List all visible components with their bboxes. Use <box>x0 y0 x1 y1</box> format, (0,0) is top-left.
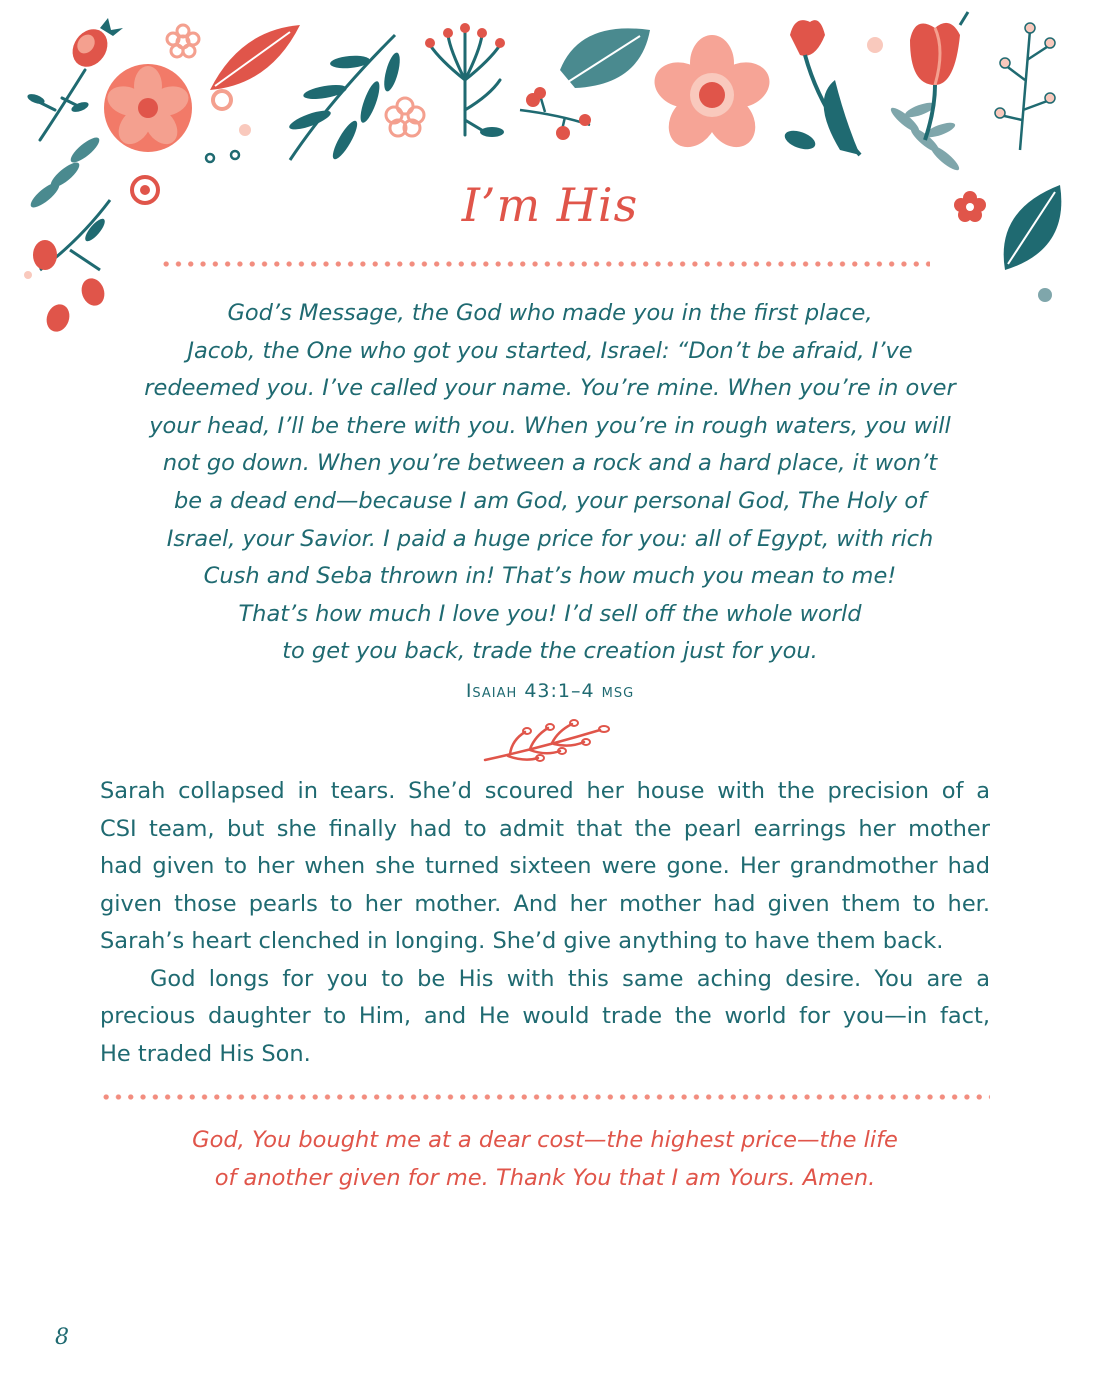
verse-line: Israel, your Savior. I paid a huge price for you: all of Egypt, with rich <box>166 525 934 552</box>
verse-line: not go down. When you’re between a rock and a hard place, it won’t <box>162 450 938 477</box>
verse-line: to get you back, trade the creation just for you. <box>282 638 818 665</box>
body-line: CSI team, but she finally had to admit that the pearl earrings her mother <box>100 815 990 842</box>
body-line: given those pearls to her mother. And her mother had given them to her. <box>100 890 990 917</box>
prayer-line: God, You bought me at a dear cost—the highest price—the life <box>192 1127 898 1153</box>
body-line: Sarah collapsed in tears. She’d scoured her house with the precision of a <box>100 778 990 804</box>
dotted-divider-top <box>160 261 930 267</box>
body-line: had given to her when she turned sixteen were gone. Her grandmother had <box>100 853 990 879</box>
verse-line: be a dead end—because I am God, your personal God, The Holy of <box>173 487 927 514</box>
page-number: 8 <box>55 1325 69 1350</box>
body-line: He traded His Son. <box>100 1040 311 1067</box>
verse-line: That’s how much I love you! I’d sell off the whole world <box>238 600 862 627</box>
body-line: Sarah’s heart clenched in longing. She’d give anything to have them back. <box>100 928 944 954</box>
devotional-body <box>100 773 990 1073</box>
dotted-divider-bottom <box>100 1094 990 1100</box>
prayer-line: of another given for me. Thank You that I am Yours. Amen. <box>214 1164 876 1191</box>
verse-line: your head, I’ll be there with you. When you’re in rough waters, you will <box>149 412 951 439</box>
body-line: precious daughter to Him, and He would trade the world for you—in fact, <box>100 1003 990 1029</box>
verse-line: Jacob, the One who got you started, Israel: “Don’t be afraid, I’ve <box>187 337 913 364</box>
page-title: I’m His <box>461 178 639 232</box>
prayer-text <box>100 1122 990 1197</box>
scripture-passage <box>90 295 1010 671</box>
sprig-divider-icon <box>480 718 620 768</box>
verse-line: redeemed you. I’ve called your name. You’re mine. When you’re in over <box>144 375 956 402</box>
verse-line: God’s Message, the God who made you in the first place, <box>227 300 873 326</box>
scripture-reference: Isaiah 43:1–4 msg <box>465 680 635 702</box>
body-line: God longs for you to be His with this same aching desire. You are a <box>150 965 990 992</box>
verse-line: Cush and Seba thrown in! That’s how much you mean to me! <box>203 563 897 590</box>
